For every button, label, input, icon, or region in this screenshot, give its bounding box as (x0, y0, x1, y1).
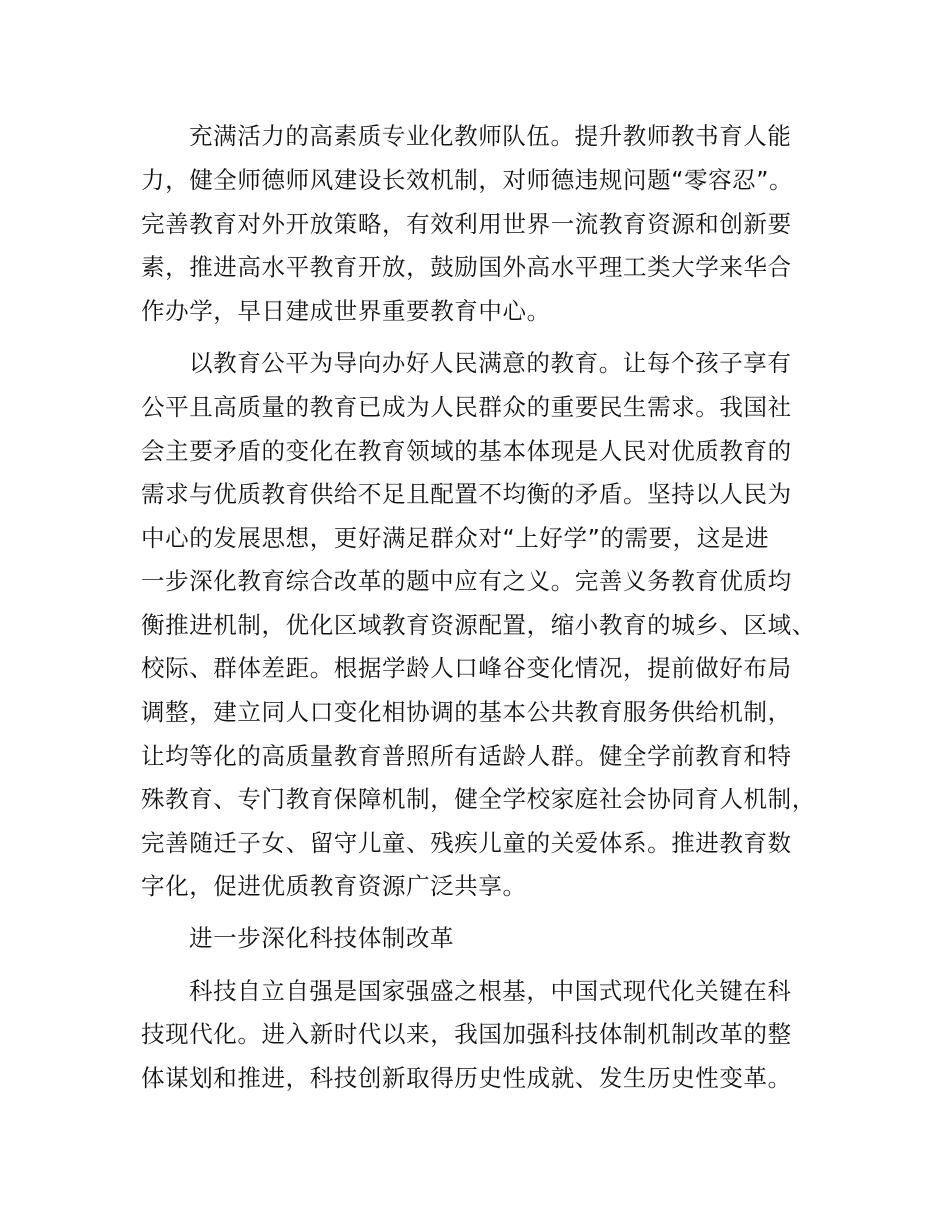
paragraph-3-line-1: 科技自立自强是国家强盛之根基，中国式现代化关键在科 (189, 977, 792, 1005)
paragraph-1-line-5: 作办学，早日建成世界重要教育中心。 (141, 297, 551, 325)
paragraph-2-line-13: 字化，促进优质教育资源广泛共享。 (141, 872, 527, 900)
paragraph-2-line-7: 衡推进机制，优化区域教育资源配置，缩小教育的城乡、区域、 (141, 611, 816, 639)
paragraph-2-line-1: 以教育公平为导向办好人民满意的教育。让每个孩子享有 (189, 349, 792, 377)
paragraph-1-line-1: 充满活力的高素质专业化教师队伍。提升教师教书育人能 (189, 122, 792, 150)
paragraph-2-line-12: 完善随迁子女、留守儿童、残疾儿童的关爱体系。推进教育数 (141, 829, 792, 857)
paragraph-2-line-2: 公平且高质量的教育已成为人民群众的重要民生需求。我国社 (141, 393, 792, 421)
paragraph-2-line-8: 校际、群体差距。根据学龄人口峰谷变化情况，提前做好布局 (141, 654, 792, 682)
paragraph-1-line-4: 素，推进高水平教育开放，鼓励国外高水平理工类大学来华合 (141, 253, 792, 281)
paragraph-1-line-2: 力，健全师德师风建设长效机制，对师德违规问题“零容忍”。 (141, 166, 794, 194)
paragraph-2-line-5: 中心的发展思想，更好满足群众对“上好学”的需要，这是进 (141, 524, 770, 552)
paragraph-2-line-10: 让均等化的高质量教育普照所有适龄人群。健全学前教育和特 (141, 742, 792, 770)
paragraph-2-line-3: 会主要矛盾的变化在教育领域的基本体现是人民对优质教育的 (141, 437, 792, 465)
paragraph-2-line-9: 调整，建立同人口变化相协调的基本公共教育服务供给机制， (141, 698, 792, 726)
paragraph-1-line-3: 完善教育对外开放策略，有效利用世界一流教育资源和创新要 (141, 210, 792, 238)
paragraph-3-line-2: 技现代化。进入新时代以来，我国加强科技体制机制改革的整 (141, 1020, 792, 1048)
paragraph-2-line-11: 殊教育、专门教育保障机制，健全学校家庭社会协同育人机制， (141, 785, 816, 813)
paragraph-3-line-3: 体谋划和推进，科技创新取得历史性成就、发生历史性变革。 (141, 1064, 792, 1092)
section-heading: 进一步深化科技体制改革 (189, 924, 455, 952)
paragraph-2-line-6: 一步深化教育综合改革的题中应有之义。完善义务教育优质均 (141, 567, 792, 595)
paragraph-2-line-4: 需求与优质教育供给不足且配置不均衡的矛盾。坚持以人民为 (141, 480, 792, 508)
